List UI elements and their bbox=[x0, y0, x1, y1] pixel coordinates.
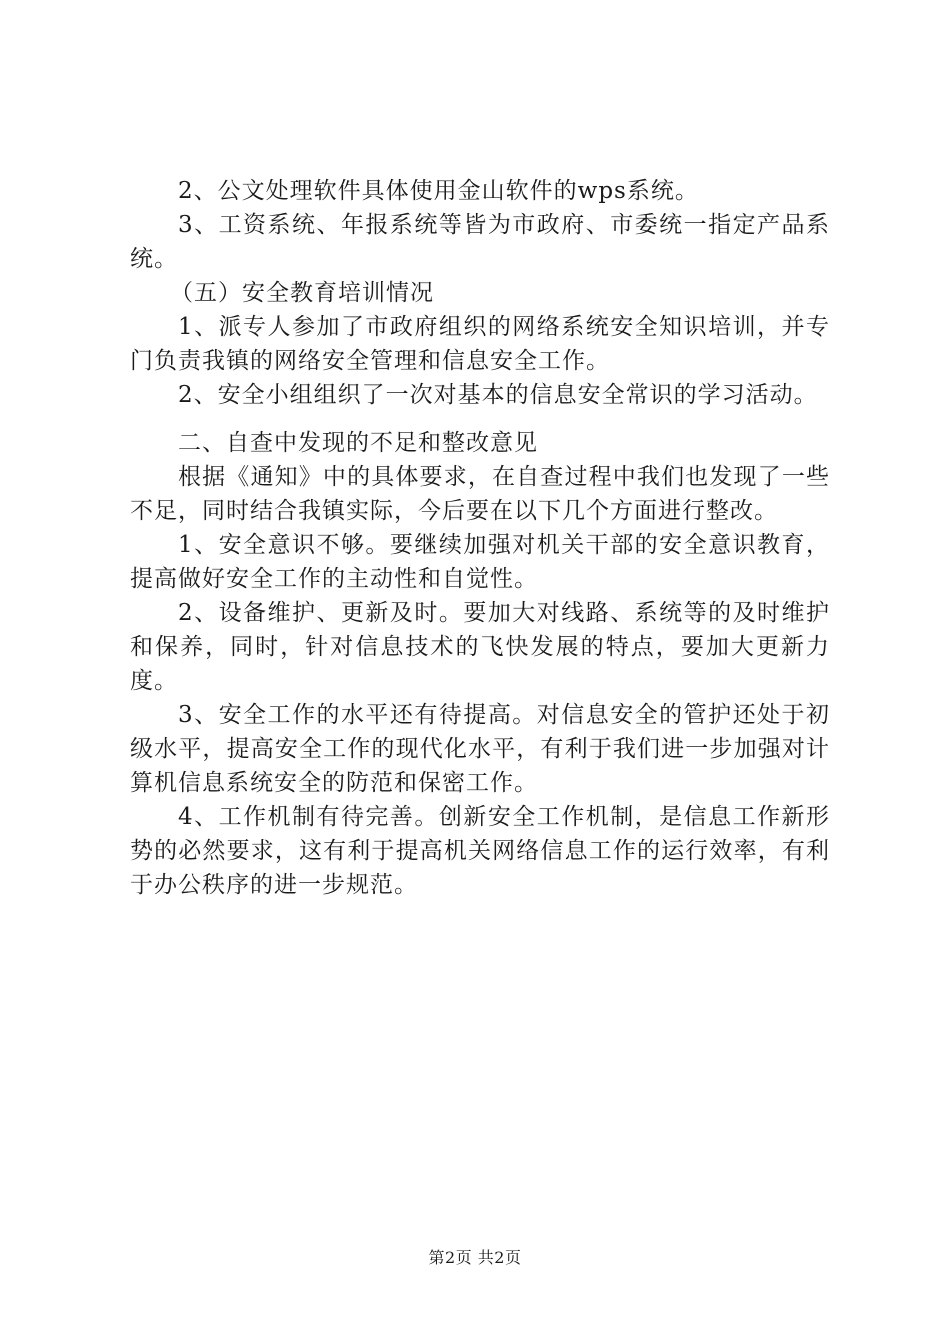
heading-safety-training: （五）安全教育培训情况 bbox=[170, 280, 434, 306]
section-spacer bbox=[130, 412, 830, 426]
paragraph-learning-activity: 2、安全小组组织了一次对基本的信息安全常识的学习活动。 bbox=[178, 382, 818, 408]
paragraph-equipment-maintenance: 2、设备维护、更新及时。要加大对线路、系统等的及时维护和保养，同时，针对信息技术的飞快发展的特点，要加大更新力度。 bbox=[130, 600, 830, 694]
document-body bbox=[130, 174, 830, 902]
paragraph-safety-awareness: 1、安全意识不够。要继续加强对机关干部的安全意识教育，提高做好安全工作的主动性和自觉性。 bbox=[130, 532, 830, 592]
paragraph-work-mechanism: 4、工作机制有待完善。创新安全工作机制，是信息工作新形势的必然要求，这有利于提高机关网络信息工作的运行效率，有利于办公秩序的进一步规范。 bbox=[130, 804, 830, 898]
paragraph-training-attendance: 1、派专人参加了市政府组织的网络系统安全知识培训，并专门负责我镇的网络安全管理和信息安全工作。 bbox=[130, 314, 830, 374]
page-number-footer: 第2页 共2页 bbox=[428, 1248, 522, 1267]
paragraph-safety-level: 3、安全工作的水平还有待提高。对信息安全的管护还处于初级水平，提高安全工作的现代化水平，有利于我们进一步加强对计算机信息系统安全的防范和保密工作。 bbox=[130, 702, 830, 796]
paragraph-wps-system: 2、公文处理软件具体使用金山软件的wps系统。 bbox=[178, 178, 699, 204]
paragraph-salary-system: 3、工资系统、年报系统等皆为市政府、市委统一指定产品系统。 bbox=[130, 212, 830, 272]
paragraph-notice-requirements: 根据《通知》中的具体要求，在自查过程中我们也发现了一些不足，同时结合我镇实际，今后要在以下几个方面进行整改。 bbox=[130, 464, 830, 524]
heading-shortcomings: 二、自查中发现的不足和整改意见 bbox=[178, 430, 538, 456]
